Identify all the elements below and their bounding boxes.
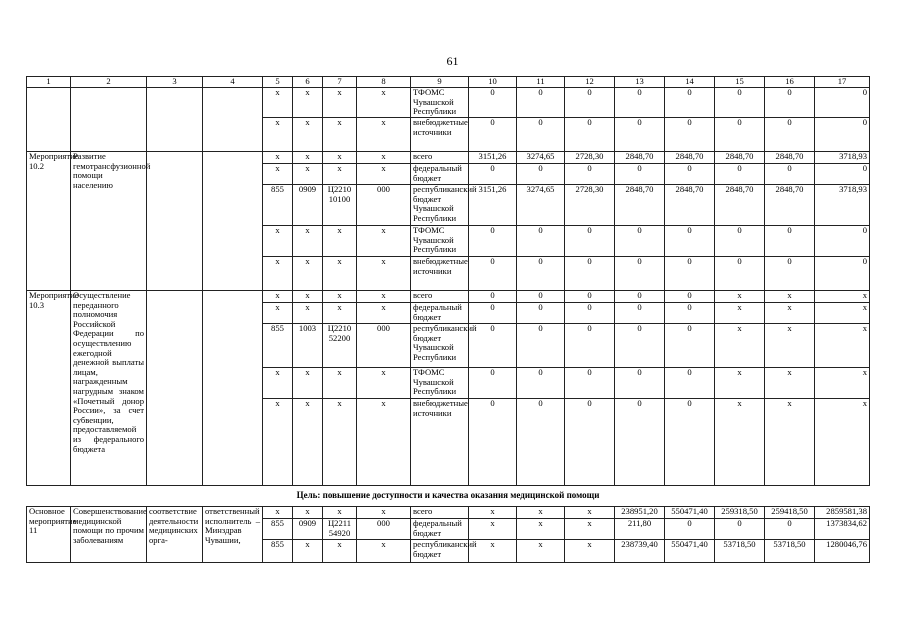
table-cell: х	[565, 519, 615, 540]
table-cell: 2848,70	[665, 152, 715, 164]
table-cell: 0	[715, 519, 765, 540]
table-cell: 0	[765, 164, 815, 185]
table-cell: х	[517, 519, 565, 540]
table-cell: х	[263, 152, 293, 164]
table-cell: 550471,40	[665, 507, 715, 519]
table-cell: х	[293, 118, 323, 152]
table-cell: всего	[411, 507, 469, 519]
table-cell: 0	[565, 257, 615, 291]
table-cell: 0909	[293, 519, 323, 540]
table-cell: х	[293, 399, 323, 486]
table-cell: 0	[565, 399, 615, 486]
table-cell: х	[263, 399, 293, 486]
table-cell: 0	[469, 257, 517, 291]
table-cell: 259418,50	[765, 507, 815, 519]
table-cell: 0	[815, 226, 870, 257]
table-cell: 0	[517, 399, 565, 486]
table-cell: х	[293, 291, 323, 303]
table-cell: х	[323, 226, 357, 257]
table-cell: х	[323, 118, 357, 152]
table-cell: х	[517, 540, 565, 563]
column-number-header: 4	[203, 77, 263, 88]
table-cell: 000	[357, 185, 411, 226]
activity-number: Мероприятие 10.3	[27, 291, 71, 486]
table-cell: х	[565, 507, 615, 519]
table-cell: х	[293, 88, 323, 118]
table-cell: х	[323, 303, 357, 324]
column-number-header: 9	[411, 77, 469, 88]
table-cell: 0	[665, 226, 715, 257]
table-cell: х	[263, 164, 293, 185]
table-cell: 0	[665, 164, 715, 185]
table-cell: республиканский бюджет Чувашской Республики	[411, 324, 469, 368]
table-cell: 2848,70	[765, 152, 815, 164]
table-cell: 53718,50	[715, 540, 765, 563]
table-cell: х	[357, 226, 411, 257]
table-cell: х	[263, 291, 293, 303]
table-cell: всего	[411, 291, 469, 303]
table-cell: х	[357, 540, 411, 563]
table-cell: х	[323, 291, 357, 303]
table-cell: х	[323, 164, 357, 185]
activity-result: соответствие деятельности медицинских орга-	[147, 507, 203, 563]
table-cell: 0	[565, 118, 615, 152]
table-cell: 1373834,62	[815, 519, 870, 540]
empty-cell	[203, 291, 263, 486]
table-cell: 0	[565, 164, 615, 185]
table-cell: х	[263, 257, 293, 291]
column-number-header: 8	[357, 77, 411, 88]
table-cell: х	[323, 540, 357, 563]
table-cell: республиканский бюджет	[411, 540, 469, 563]
table-cell: 0	[469, 88, 517, 118]
table-cell: х	[517, 507, 565, 519]
table-cell: х	[815, 368, 870, 399]
table-cell: х	[293, 303, 323, 324]
table-cell: х	[715, 324, 765, 368]
table-cell: 0	[517, 226, 565, 257]
table-cell: х	[293, 368, 323, 399]
table-cell: 0	[715, 164, 765, 185]
column-number-header: 3	[147, 77, 203, 88]
table-cell: х	[293, 226, 323, 257]
table-cell: 855	[263, 324, 293, 368]
table-cell: 3718,93	[815, 152, 870, 164]
table-cell: 000	[357, 324, 411, 368]
table-cell: 0	[469, 164, 517, 185]
table-cell: х	[357, 88, 411, 118]
activity-number: Основное мероприятие 11	[27, 507, 71, 563]
table-cell: х	[263, 507, 293, 519]
table-cell: 855	[263, 540, 293, 563]
table-cell: х	[815, 324, 870, 368]
table-cell: 0	[615, 164, 665, 185]
table-cell: х	[357, 399, 411, 486]
table-cell: 0	[665, 368, 715, 399]
page-number: 61	[446, 54, 459, 68]
table-cell: 0	[665, 303, 715, 324]
table-cell: 0	[765, 257, 815, 291]
table-cell: х	[323, 257, 357, 291]
table-cell: х	[469, 540, 517, 563]
table-cell: 0	[565, 88, 615, 118]
activity-name: Совершенствование медицинской помощи по прочим заболеваниям	[71, 507, 147, 563]
table-cell: 0	[615, 226, 665, 257]
column-number-header: 5	[263, 77, 293, 88]
table-cell: 0	[615, 324, 665, 368]
table-cell: 0	[715, 118, 765, 152]
table-cell: 0	[715, 88, 765, 118]
table-cell: Ц2210 52200	[323, 324, 357, 368]
table-cell: 0	[565, 226, 615, 257]
table-cell: 0	[469, 303, 517, 324]
table-cell: х	[815, 399, 870, 486]
table-cell: 0	[517, 118, 565, 152]
column-number-header: 7	[323, 77, 357, 88]
table-cell: х	[765, 324, 815, 368]
table-cell: федеральный бюджет	[411, 164, 469, 185]
table-cell: х	[357, 257, 411, 291]
table-cell: 0	[665, 399, 715, 486]
table-cell: 1280046,76	[815, 540, 870, 563]
table-cell: х	[323, 152, 357, 164]
table-cell: 0	[715, 257, 765, 291]
table-cell: 550471,40	[665, 540, 715, 563]
table-cell: х	[357, 164, 411, 185]
column-number-header: 17	[815, 77, 870, 88]
table-cell: 0	[615, 88, 665, 118]
table-cell: федеральный бюджет	[411, 303, 469, 324]
table-cell: х	[293, 507, 323, 519]
table-cell: х	[565, 540, 615, 563]
table-cell: х	[715, 291, 765, 303]
table-cell: 2728,30	[565, 152, 615, 164]
table-cell: х	[357, 291, 411, 303]
activity-number: Мероприятие 10.2	[27, 152, 71, 291]
column-number-header: 15	[715, 77, 765, 88]
table-cell: х	[765, 291, 815, 303]
table-cell: 0	[469, 368, 517, 399]
table-cell: х	[323, 507, 357, 519]
goal-row	[27, 486, 870, 507]
table-cell: 0	[665, 88, 715, 118]
budget-table	[26, 76, 870, 563]
table-cell: 0	[815, 257, 870, 291]
table-cell: внебюджетные источники	[411, 118, 469, 152]
activity-name: Осуществление переданного полномочия Российской Федерации по осуществлению ежегодной денежной выплаты лицам, награжденным нагрудным знаком «Почетный донор России», за счет субвенции, предоставляемой из федерального бюджета	[71, 291, 147, 486]
table-cell: 0	[517, 368, 565, 399]
table-cell: 3274,65	[517, 185, 565, 226]
table-cell: х	[357, 303, 411, 324]
column-number-header: 12	[565, 77, 615, 88]
table-cell: 0	[615, 368, 665, 399]
table-cell: 0	[469, 324, 517, 368]
table-cell: 3151,26	[469, 185, 517, 226]
table-cell: 2848,70	[715, 152, 765, 164]
table-cell: 0	[565, 368, 615, 399]
column-number-header: 2	[71, 77, 147, 88]
table-cell: 2848,70	[715, 185, 765, 226]
table-cell: х	[263, 88, 293, 118]
column-number-header: 1	[27, 77, 71, 88]
table-cell: федеральный бюджет	[411, 519, 469, 540]
table-cell: х	[323, 88, 357, 118]
empty-cell	[71, 88, 147, 152]
table-cell: 855	[263, 185, 293, 226]
table-cell: внебюджетные источники	[411, 399, 469, 486]
table-cell: 0	[765, 226, 815, 257]
table-cell: х	[263, 118, 293, 152]
table-cell: 0	[615, 399, 665, 486]
table-cell: Ц2211 54920	[323, 519, 357, 540]
table-cell: 2848,70	[615, 152, 665, 164]
table-cell: х	[263, 303, 293, 324]
table-row	[27, 291, 870, 303]
empty-cell	[147, 152, 203, 291]
table-cell: х	[357, 152, 411, 164]
table-cell: 211,80	[615, 519, 665, 540]
table-cell: 0	[517, 303, 565, 324]
table-cell: 0	[615, 257, 665, 291]
table-cell: ТФОМС Чувашской Республики	[411, 226, 469, 257]
table-cell: 0	[565, 291, 615, 303]
column-number-header: 14	[665, 77, 715, 88]
table-cell: х	[357, 368, 411, 399]
table-cell: 0	[565, 303, 615, 324]
table-cell: 1003	[293, 324, 323, 368]
table-cell: 000	[357, 519, 411, 540]
table-cell: х	[293, 164, 323, 185]
table-cell: 0	[665, 519, 715, 540]
table-cell: х	[293, 152, 323, 164]
table-cell: 0	[665, 291, 715, 303]
table-cell: х	[469, 519, 517, 540]
table-cell: всего	[411, 152, 469, 164]
empty-cell	[27, 88, 71, 152]
table-cell: 2859581,38	[815, 507, 870, 519]
table-cell: 0	[815, 164, 870, 185]
empty-cell	[203, 152, 263, 291]
table-cell: 0	[765, 118, 815, 152]
table-cell: х	[715, 368, 765, 399]
table-cell: 0	[565, 324, 615, 368]
empty-cell	[203, 88, 263, 152]
table-cell: 0	[715, 226, 765, 257]
column-number-row	[27, 77, 870, 88]
table-cell: 3274,65	[517, 152, 565, 164]
table-row	[27, 152, 870, 164]
table-cell: республиканский бюджет Чувашской Республики	[411, 185, 469, 226]
table-cell: 0	[665, 257, 715, 291]
table-cell: х	[469, 507, 517, 519]
empty-cell	[147, 88, 203, 152]
table-cell: 259318,50	[715, 507, 765, 519]
column-number-header: 16	[765, 77, 815, 88]
column-number-header: 10	[469, 77, 517, 88]
table-cell: 3151,26	[469, 152, 517, 164]
table-cell: 2848,70	[665, 185, 715, 226]
empty-cell	[147, 291, 203, 486]
table-cell: 0	[517, 291, 565, 303]
table-cell: х	[357, 507, 411, 519]
table-cell: 0	[615, 303, 665, 324]
activity-name: Развитие гемотрансфузионной помощи населению	[71, 152, 147, 291]
table-cell: х	[357, 118, 411, 152]
column-number-header: 6	[293, 77, 323, 88]
table-cell: 0	[665, 324, 715, 368]
table-cell: х	[815, 303, 870, 324]
table-row	[27, 88, 870, 118]
table-cell: 238739,40	[615, 540, 665, 563]
table-cell: 3718,93	[815, 185, 870, 226]
table-cell: х	[323, 368, 357, 399]
table-cell: ТФОМС Чувашской Республики	[411, 88, 469, 118]
table-cell: 855	[263, 519, 293, 540]
column-number-header: 13	[615, 77, 665, 88]
table-cell: х	[765, 399, 815, 486]
table-cell: 53718,50	[765, 540, 815, 563]
table-cell: 0	[469, 291, 517, 303]
table-cell: внебюджетные источники	[411, 257, 469, 291]
goal-heading: Цель: повышение доступности и качества оказания медицинской помощи	[27, 486, 870, 507]
table-cell: 0	[665, 118, 715, 152]
table-cell: Ц2210 10100	[323, 185, 357, 226]
table-cell: х	[263, 226, 293, 257]
table-cell: 238951,20	[615, 507, 665, 519]
table-cell: ТФОМС Чувашской Республики	[411, 368, 469, 399]
table-cell: 0	[517, 164, 565, 185]
table-cell: 0	[765, 88, 815, 118]
table-cell: 0	[815, 88, 870, 118]
table-cell: 0	[517, 88, 565, 118]
table-cell: 0	[615, 291, 665, 303]
table-cell: 0	[469, 399, 517, 486]
table-cell: х	[815, 291, 870, 303]
table-cell: х	[715, 303, 765, 324]
table-cell: х	[765, 303, 815, 324]
table-cell: 2848,70	[615, 185, 665, 226]
table-cell: х	[293, 540, 323, 563]
table-cell: 0	[469, 118, 517, 152]
table-cell: 2728,30	[565, 185, 615, 226]
table-cell: 0	[517, 324, 565, 368]
table-cell: 2848,70	[765, 185, 815, 226]
table-cell: х	[323, 399, 357, 486]
table-cell: 0	[469, 226, 517, 257]
table-cell: 0	[517, 257, 565, 291]
activity-executor: ответственный исполнитель – Минздрав Чувашии,	[203, 507, 263, 563]
table-cell: 0	[615, 118, 665, 152]
column-number-header: 11	[517, 77, 565, 88]
table-row	[27, 507, 870, 519]
table-cell: 0	[815, 118, 870, 152]
table-cell: х	[765, 368, 815, 399]
table-cell: х	[263, 368, 293, 399]
table-cell: х	[715, 399, 765, 486]
table-cell: х	[293, 257, 323, 291]
table-cell: 0	[765, 519, 815, 540]
table-cell: 0909	[293, 185, 323, 226]
